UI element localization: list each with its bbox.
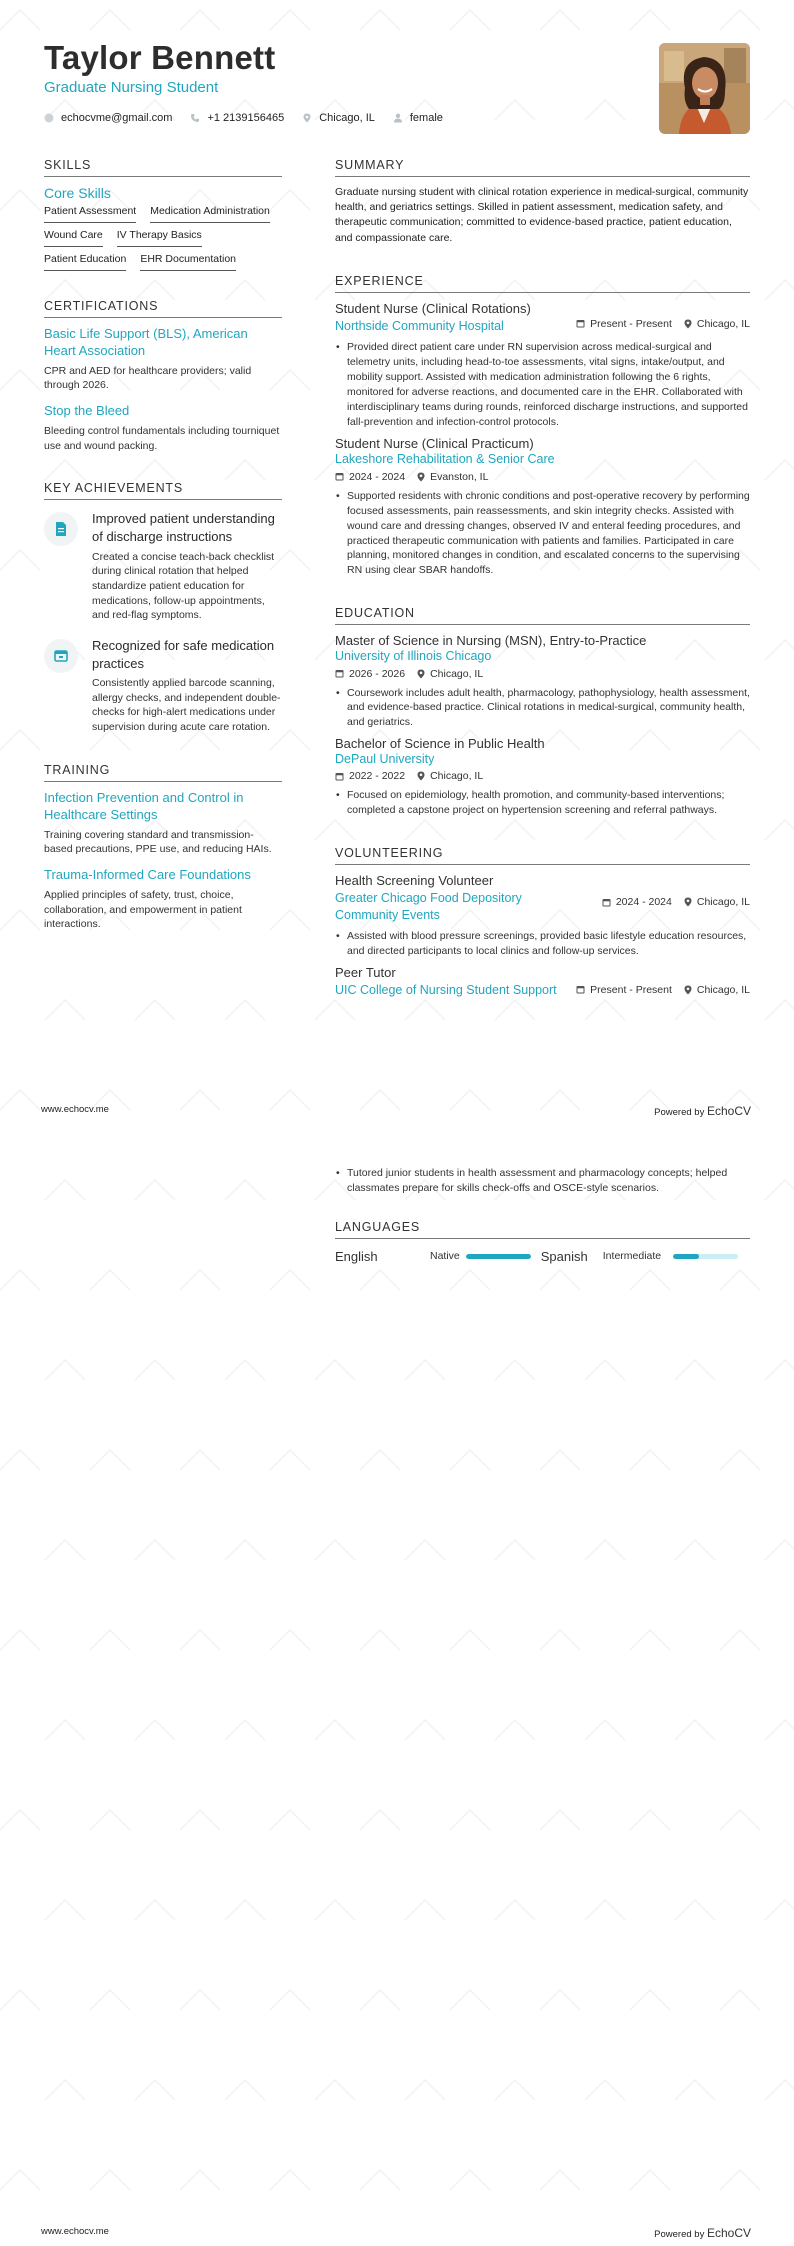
volunteering-org: Greater Chicago Food Depository Community Events bbox=[335, 891, 522, 922]
calendar-icon bbox=[44, 639, 78, 673]
experience-dates: Present - Present bbox=[590, 317, 672, 330]
skill-tags bbox=[44, 205, 282, 271]
document-icon bbox=[44, 512, 78, 546]
right-column bbox=[335, 158, 750, 1026]
profile-photo bbox=[659, 43, 750, 134]
achievements-section bbox=[44, 481, 282, 734]
education-location: Chicago, IL bbox=[430, 667, 484, 680]
skills-heading: SKILLS bbox=[44, 158, 282, 177]
calendar-icon bbox=[335, 669, 344, 678]
achievement-desc: Created a concise teach-back checklist during clinical rotation that helped standardize patient education for medications, follow-up appointments, and red-flag symptoms. bbox=[92, 550, 275, 622]
education-section bbox=[335, 606, 750, 818]
map-pin-icon bbox=[417, 669, 425, 679]
skill-tag: Patient Education bbox=[44, 253, 126, 271]
resume-header bbox=[44, 40, 750, 140]
achievements-heading: KEY ACHIEVEMENTS bbox=[44, 481, 282, 500]
volunteering-role: Peer Tutor bbox=[335, 964, 396, 980]
volunteering-dates: 2024 - 2024 bbox=[615, 896, 672, 909]
contact-phone[interactable] bbox=[190, 112, 284, 124]
volunteering-item bbox=[335, 965, 750, 998]
phone-text: +1 2139156465 bbox=[207, 112, 285, 125]
certification-name: Basic Life Support (BLS), American Heart Association bbox=[44, 326, 248, 358]
skill-group-title: Core Skills bbox=[44, 185, 111, 201]
candidate-title: Graduate Nursing Student bbox=[44, 79, 219, 97]
language-level: Native bbox=[430, 1250, 460, 1263]
education-location: Chicago, IL bbox=[430, 770, 484, 783]
footer-brand[interactable]: EchoCV bbox=[706, 1104, 751, 1118]
contact-location bbox=[302, 112, 375, 124]
language-name: English bbox=[335, 1248, 378, 1264]
education-degree: Master of Science in Nursing (MSN), Entry-to-Practice bbox=[335, 633, 647, 649]
education-item bbox=[335, 736, 750, 818]
contact-gender bbox=[393, 112, 443, 124]
experience-section bbox=[335, 274, 750, 578]
achievement-item bbox=[44, 637, 282, 735]
achievement-desc: Consistently applied barcode scanning, allergy checks, and independent double-checks for high-alert medications under supervision during acute care rotation. bbox=[92, 677, 281, 734]
footer-site[interactable]: www.echocv.me bbox=[41, 2226, 109, 2237]
summary-text: Graduate nursing student with clinical rotation experience in medical-surgical, community health, and geriatrics settings. Skilled in patient assessment, medication safety, and therapeutic communication; committed to evidence-based practice, patient education, and compassionate care. bbox=[335, 186, 749, 244]
calendar-icon bbox=[335, 772, 344, 781]
experience-org: Lakeshore Rehabilitation & Senior Care bbox=[335, 451, 555, 466]
training-desc: Training covering standard and transmission-based precautions, PPE use, and reducing HAIs. bbox=[44, 828, 272, 856]
phone-icon bbox=[190, 113, 200, 123]
experience-org: Northside Community Hospital bbox=[335, 318, 504, 333]
gender-text: female bbox=[409, 112, 443, 125]
left-column bbox=[44, 158, 282, 960]
education-bullet: • Focused on epidemiology, health promotion, and community-based interventions; completed a capstone project on hypertension screening and referral pathways. bbox=[347, 788, 750, 818]
map-pin-icon bbox=[417, 472, 425, 482]
volunteering-item bbox=[335, 873, 750, 958]
calendar-icon bbox=[576, 319, 585, 328]
contact-row bbox=[44, 112, 750, 124]
achievement-item bbox=[44, 510, 282, 623]
languages-row bbox=[335, 1249, 750, 1264]
calendar-icon bbox=[576, 985, 585, 994]
language-name: Spanish bbox=[540, 1248, 588, 1264]
certification-name: Stop the Bleed bbox=[44, 403, 130, 419]
summary-heading: SUMMARY bbox=[335, 158, 750, 177]
map-pin-icon bbox=[684, 985, 692, 995]
email-text: echocvme@gmail.com bbox=[61, 112, 173, 125]
education-heading: EDUCATION bbox=[335, 606, 750, 625]
language-level: Intermediate bbox=[602, 1250, 662, 1263]
languages-section bbox=[335, 1220, 750, 1264]
education-item bbox=[335, 633, 750, 730]
language-bar-fill bbox=[466, 1254, 531, 1259]
skill-tag: Medication Administration bbox=[150, 205, 270, 223]
education-school: DePaul University bbox=[335, 752, 435, 767]
training-name: Infection Prevention and Control in Healthcare Settings bbox=[44, 789, 244, 822]
contact-email[interactable] bbox=[44, 112, 172, 124]
experience-role: Student Nurse (Clinical Rotations) bbox=[335, 300, 531, 316]
volunteering-role: Health Screening Volunteer bbox=[335, 873, 494, 889]
experience-item bbox=[335, 436, 750, 579]
certification-desc: CPR and AED for healthcare providers; valid through 2026. bbox=[44, 364, 252, 392]
training-heading: TRAINING bbox=[44, 763, 282, 782]
education-dates: 2026 - 2026 bbox=[349, 667, 406, 680]
experience-location: Chicago, IL bbox=[696, 317, 750, 330]
map-pin-icon bbox=[302, 113, 312, 123]
page-two-content bbox=[335, 1166, 750, 1292]
experience-heading: EXPERIENCE bbox=[335, 274, 750, 293]
map-pin-icon bbox=[417, 771, 425, 781]
candidate-name: Taylor Bennett bbox=[44, 39, 276, 76]
calendar-icon bbox=[602, 898, 611, 907]
experience-item bbox=[335, 301, 750, 430]
volunteering-dates: Present - Present bbox=[590, 983, 672, 996]
education-bullet: • Coursework includes adult health, pharmacology, pathophysiology, health assessment, and evidence-based practice. Clinical rotations in medical-surgical, community health, and geriatrics. bbox=[347, 686, 750, 731]
at-icon bbox=[44, 113, 54, 123]
summary-section bbox=[335, 158, 750, 246]
volunteering-bullet: • Assisted with blood pressure screenings, provided basic lifestyle education resources, and directed participants to local clinics and follow-up services. bbox=[347, 929, 750, 959]
map-pin-icon bbox=[684, 897, 692, 907]
languages-heading: LANGUAGES bbox=[335, 1220, 750, 1239]
experience-role: Student Nurse (Clinical Practicum) bbox=[335, 435, 534, 451]
volunteering-org: UIC College of Nursing Student Support bbox=[335, 982, 557, 997]
experience-dates: 2024 - 2024 bbox=[349, 470, 406, 483]
footer-powered: Powered by bbox=[654, 2229, 705, 2240]
training-name: Trauma-Informed Care Foundations bbox=[44, 866, 251, 882]
page-footer bbox=[41, 2226, 751, 2240]
education-degree: Bachelor of Science in Public Health bbox=[335, 736, 545, 752]
volunteering-bullet: • Tutored junior students in health assessment and pharmacology concepts; helped classmates prepare for skills check-offs and OSCE-style scenarios. bbox=[347, 1166, 750, 1196]
calendar-icon bbox=[335, 472, 344, 481]
skills-section bbox=[44, 158, 282, 271]
map-pin-icon bbox=[684, 319, 692, 329]
footer-brand[interactable]: EchoCV bbox=[706, 2226, 751, 2240]
achievement-title: Recognized for safe medication practices bbox=[92, 637, 275, 671]
language-bar bbox=[466, 1254, 531, 1259]
volunteering-location: Chicago, IL bbox=[696, 983, 750, 996]
skill-tag: Wound Care bbox=[44, 229, 103, 247]
training-section bbox=[44, 763, 282, 932]
certifications-heading: CERTIFICATIONS bbox=[44, 299, 282, 318]
skill-tag: IV Therapy Basics bbox=[117, 229, 202, 247]
experience-location: Evanston, IL bbox=[430, 470, 489, 483]
experience-bullet: • Provided direct patient care under RN supervision across medical-surgical and telemetry units, including head-to-toe assessments, vital signs, intake/output, and mobility support. Assisted with medication administration following the 6 rights, monitored for adverse reactions, and documented care in the EHR. Collaborated with interdisciplinary teams during rounds, reinforced discharge instructions, and supported fall-prevention and infection-control protocols. bbox=[347, 340, 750, 429]
education-school: University of Illinois Chicago bbox=[335, 649, 492, 664]
volunteering-location: Chicago, IL bbox=[696, 896, 750, 909]
achievement-title: Improved patient understanding of discharge instructions bbox=[92, 511, 275, 544]
language-bar-fill bbox=[673, 1254, 699, 1259]
volunteering-heading: VOLUNTEERING bbox=[335, 846, 750, 865]
footer-site[interactable]: www.echocv.me bbox=[41, 1104, 109, 1115]
training-desc: Applied principles of safety, trust, choice, collaboration, and empowerment in patient interactions. bbox=[44, 888, 242, 931]
certification-desc: Bleeding control fundamentals including tourniquet use and wound packing. bbox=[44, 425, 280, 452]
education-dates: 2022 - 2022 bbox=[349, 770, 406, 783]
person-icon bbox=[393, 113, 403, 123]
volunteering-section bbox=[335, 846, 750, 998]
experience-bullet: • Supported residents with chronic conditions and post-operative recovery by performing focused assessments, pain reassessments, and skin integrity checks. Assisted with wound care and dressing changes, observed IV and enteral feeding procedures, and practiced therapeutic communication with patients and families. Participated in care planning, monitored changes in condition, and escalated concerns to the supervising RN using clear SBAR handoffs. bbox=[347, 489, 750, 578]
language-bar bbox=[673, 1254, 738, 1259]
page-footer bbox=[41, 1104, 751, 1118]
footer-powered: Powered by bbox=[654, 1107, 705, 1118]
skill-tag: EHR Documentation bbox=[140, 253, 236, 271]
skill-tag: Patient Assessment bbox=[44, 205, 136, 223]
location-text: Chicago, IL bbox=[319, 112, 375, 125]
certifications-section bbox=[44, 299, 282, 453]
